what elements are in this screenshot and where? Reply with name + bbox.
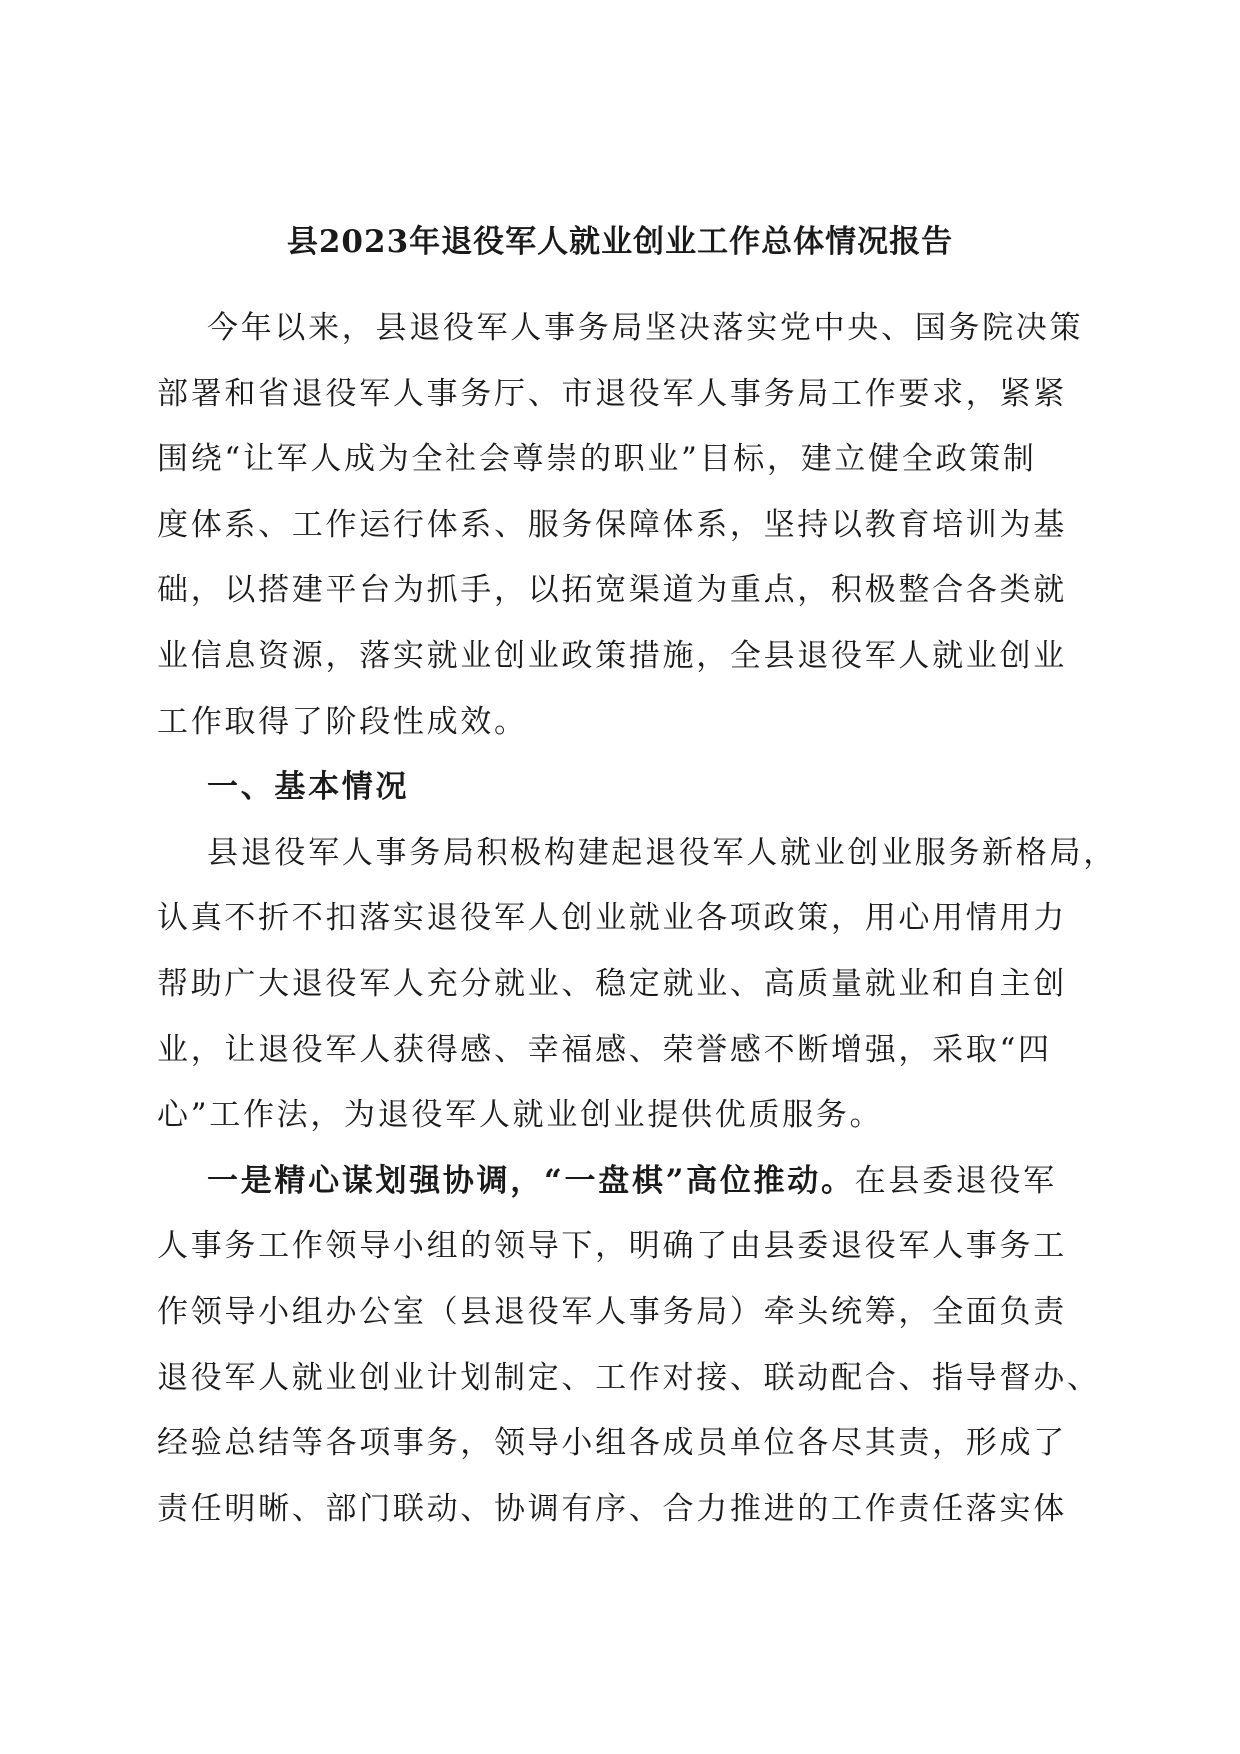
paragraph-line: 帮助广大退役军人充分就业、稳定就业、高质量就业和自主创: [157, 965, 1067, 1002]
paragraph-line: 作领导小组办公室（县退役军人事务局）牵头统筹，全面负责: [157, 1293, 1067, 1330]
paragraph-line: 今年以来，县退役军人事务局坚决落实党中央、国务院决策: [207, 310, 1084, 346]
paragraph-line: 业，让退役军人获得感、幸福感、荣誉感不断增强，采取“四: [157, 1031, 1052, 1068]
section-heading: 一、基本情况: [207, 769, 410, 806]
document-title: 县2023年退役军人就业创业工作总体情况报告: [286, 224, 954, 260]
paragraph-line: 退役军人就业创业计划制定、工作对接、联动配合、指导督办、: [157, 1359, 1101, 1396]
paragraph-line: 县退役军人事务局积极构建起退役军人就业创业服务新格局，: [207, 834, 1117, 871]
paragraph-line: [157, 1149, 1082, 1215]
paragraph-line: 经验总结等各项事务，领导小组各成员单位各尽其责，形成了: [157, 1425, 1067, 1462]
paragraph-line: 围绕“让军人成为全社会尊崇的职业”目标，建立健全政策制: [157, 441, 1037, 478]
paragraph-line: 工作取得了阶段性成效。: [157, 703, 528, 740]
paragraph-line: 础，以搭建平台为抓手，以拓宽渠道为重点，积极整合各类就: [157, 572, 1067, 609]
paragraph-line: 人事务工作领导小组的领导下，明确了由县委退役军人事务工: [157, 1228, 1067, 1265]
lead-phrase: 一是精心谋划强协调，“一盘棋”高位推动。: [207, 1162, 855, 1199]
paragraph-line: 心”工作法，为退役军人就业创业提供优质服务。: [157, 1097, 884, 1134]
document-body: [157, 296, 1117, 1542]
paragraph-line: 责任明晰、部门联动、协调有序、合力推进的工作责任落实体: [157, 1490, 1067, 1527]
paragraph-line: 认真不折不扣落实退役军人创业就业各项政策，用心用情用力: [157, 900, 1067, 937]
paragraph-line: 度体系、工作运行体系、服务保障体系，坚持以教育培训为基: [157, 506, 1067, 543]
paragraph-line: 业信息资源，落实就业创业政策措施，全县退役军人就业创业: [157, 637, 1067, 674]
paragraph-line: 部署和省退役军人事务厅、市退役军人事务局工作要求，紧紧: [157, 375, 1067, 412]
paragraph-text: 在县委退役军: [854, 1162, 1057, 1199]
